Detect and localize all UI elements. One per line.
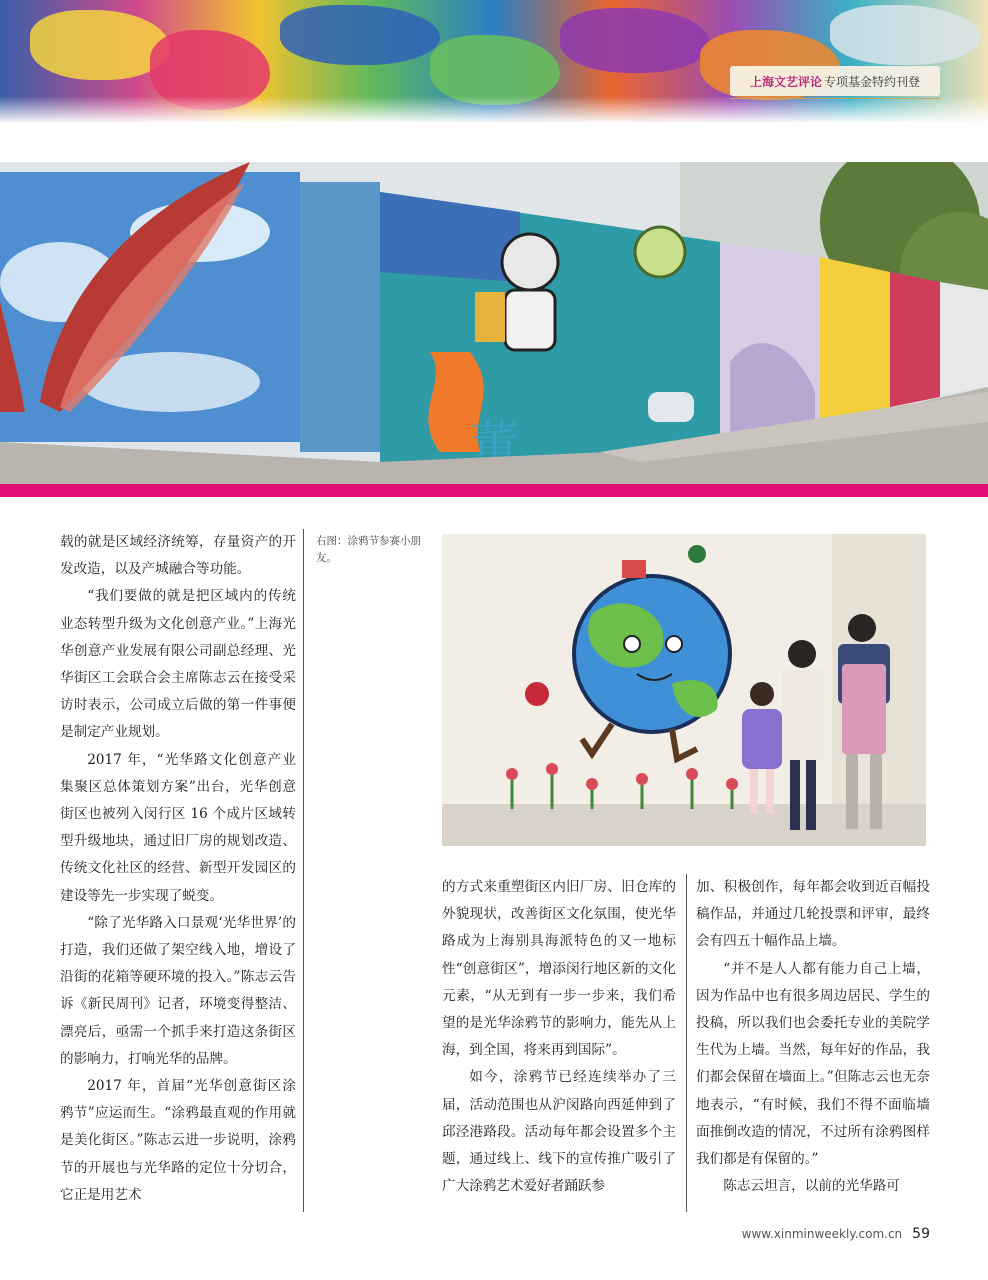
- paragraph: 2017 年，“光华路文化创意产业集聚区总体策划方案”出台，光华创意街区也被列入闵行区 16 个成片区域转型升级地块，通过旧厂房的规划改造、传统文化社区的经营、新型开发园区的建设等先一步实现了蜕变。: [60, 751, 296, 904]
- paragraph: “除了光华路入口景观‘光华世界’的打造，我们还做了架空线入地，增设了沿街的花箱等硬环境的投入。”陈志云告诉《新民周刊》记者，环境变得整洁、漂亮后，亟需一个抓手来打造这条街区的影响力，打响光华的品牌。: [60, 914, 296, 1067]
- main-photo-graffiti-wall: [0, 162, 988, 484]
- paragraph: “并不是人人都有能力自己上墙，因为作品中也有很多周边居民、学生的投稿，所以我们也会委托专业的美院学生代为上墙。当然，每年好的作品，我们都会保留在墙面上。”但陈志云也无奈地表示，“有时候，我们不得不面临墙面推倒改造的情况，不过所有涂鸦图样我们都是有保留的。”: [696, 960, 930, 1168]
- paragraph: 2017 年，首届“光华创意街区涂鸦节”应运而生。“涂鸦最直观的作用就是美化街区。”陈志云进一步说明，涂鸦节的开展也与光华路的定位十分切合，它正是用艺术: [60, 1078, 296, 1203]
- article-column-1: [60, 529, 296, 1209]
- accent-bar: [0, 484, 988, 497]
- paragraph: “我们要做的就是把区域内的传统业态转型升级为文化创意产业。”上海光华创意产业发展有限公司副总经理、光华街区工会联合会主席陈志云在接受采访时表示，公司成立后做的第一件事便是制定产业规划。: [60, 588, 296, 741]
- page-footer: [742, 1226, 930, 1242]
- article-column-2: [442, 874, 676, 1200]
- column-divider: [303, 529, 304, 1212]
- website-url: www.xinminweekly.com.cn: [741, 1227, 903, 1241]
- sponsor-label: [730, 66, 940, 96]
- svg-text:董: 董: [470, 416, 520, 474]
- sponsor-brand: 上海文艺评论: [749, 74, 822, 89]
- sponsor-text: 专项基金特约刊登: [824, 74, 921, 89]
- kids-mural-illustration: [442, 534, 926, 846]
- photo-caption: 右图：涂鸦节参赛小朋友。: [316, 535, 421, 564]
- graffiti-wall-illustration: [0, 162, 988, 484]
- paragraph: 载的就是区域经济统筹，存量资产的开发改造，以及产城融合等功能。: [60, 534, 296, 578]
- paragraph: 的方式来重塑街区内旧厂房、旧仓库的外貌现状，改善街区文化氛围，使光华路成为上海别具海派特色的又一地标性“创意街区”，增添闵行地区新的文化元素，“从无到有一步一步来，我们希望的是光华涂鸦节的影响力，能先从上海，到全国，将来再到国际”。: [442, 879, 676, 1059]
- photo-kids-mural: [442, 534, 926, 846]
- paragraph: 加、积极创作，每年都会收到近百幅投稿作品，并通过几轮投票和评审，最终会有四五十幅作品上墙。: [696, 879, 930, 950]
- article-column-3: [696, 874, 930, 1200]
- page-number: 59: [912, 1226, 930, 1242]
- paragraph: 陈志云坦言，以前的光华路可: [723, 1178, 900, 1195]
- paragraph: 如今，涂鸦节已经连续举办了三届，活动范围也从沪闵路向西延伸到了邱泾港路段。活动每年都会设置多个主题，通过线上、线下的宣传推广吸引了广大涂鸦艺术爱好者踊跃参: [442, 1069, 676, 1195]
- sponsor-ornament: [730, 98, 940, 102]
- column-divider: [686, 874, 687, 1212]
